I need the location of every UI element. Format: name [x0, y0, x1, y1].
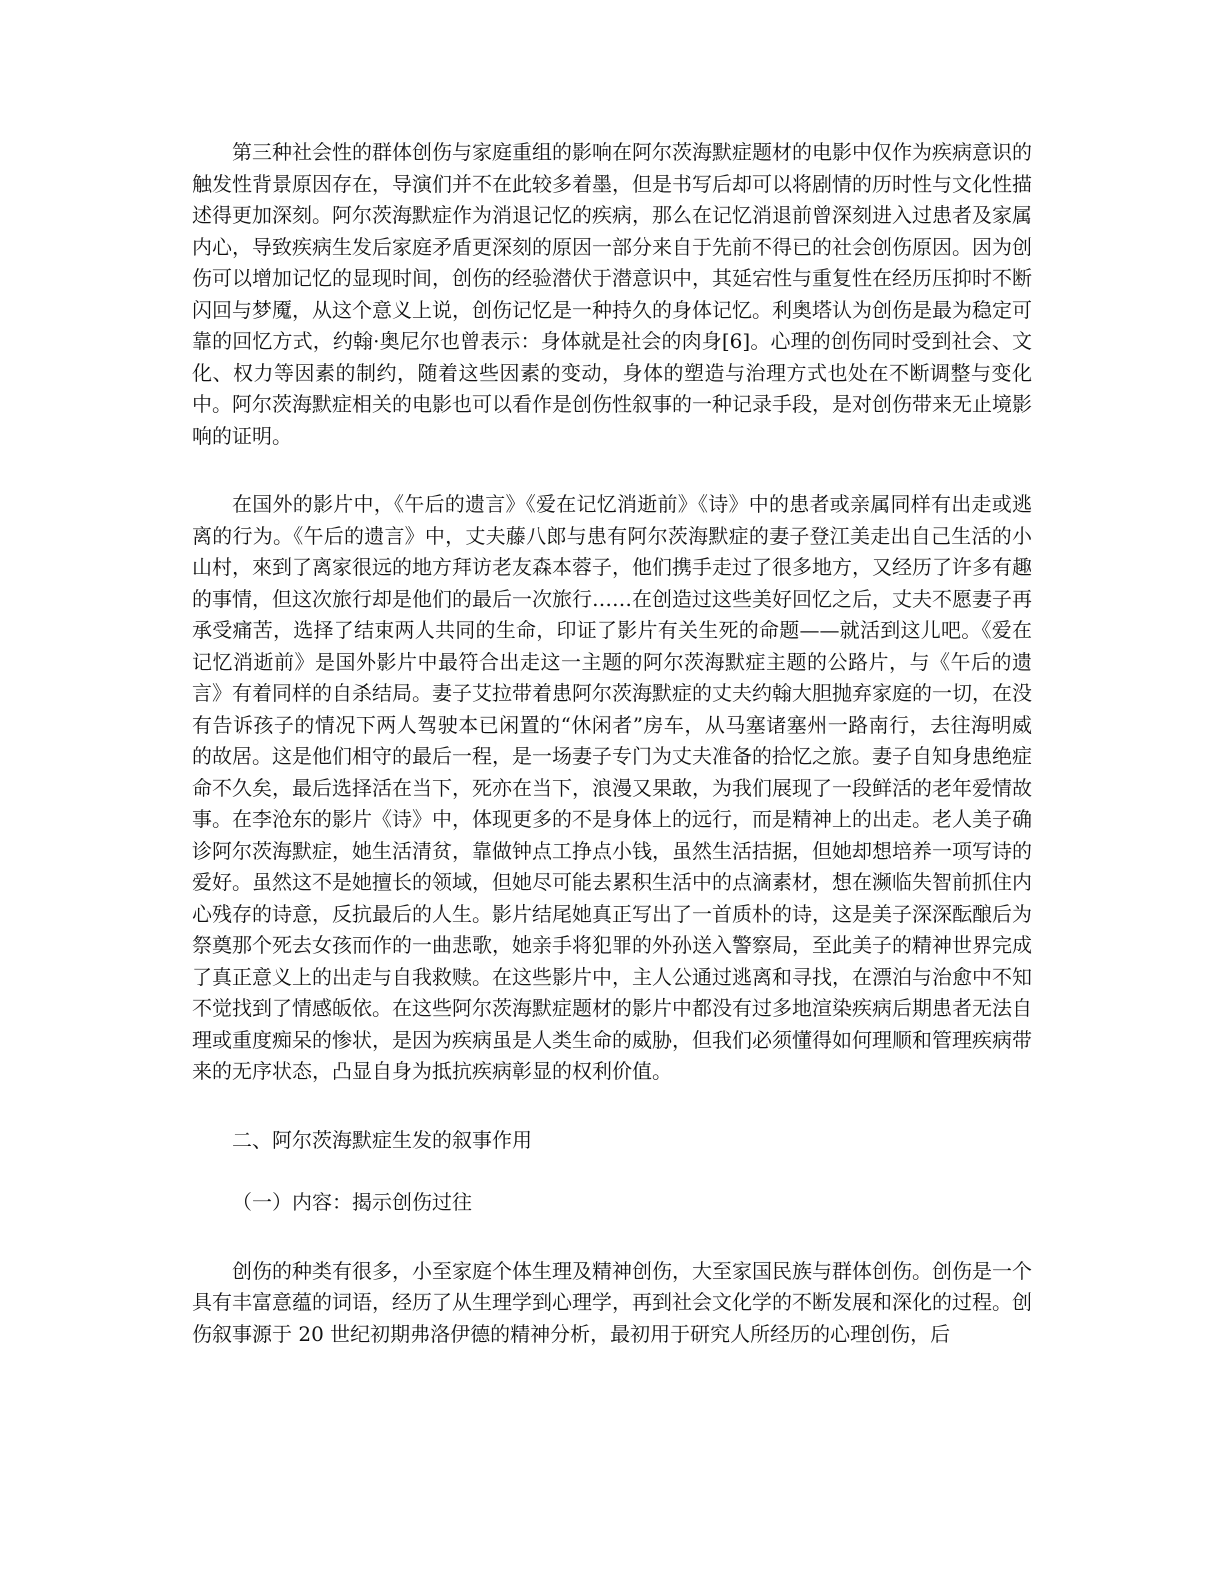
document-body — [192, 137, 1032, 1350]
body-paragraph-3: 创伤的种类有很多，小至家庭个体生理及精神创伤，大至家国民族与群体创伤。创伤是一个具有丰富意蕴的词语，经历了从生理学到心理学，再到社会文化学的不断发展和深化的过程。创伤叙事源于 20 世纪初期弗洛伊德的精神分析，最初用于研究人所经历的心理创伤，后 — [192, 1258, 1032, 1346]
section-heading: 二、阿尔茨海默症生发的叙事作用 — [232, 1127, 532, 1152]
body-paragraph-1: 第三种社会性的群体创伤与家庭重组的影响在阿尔茨海默症题材的电影中仅作为疾病意识的触发性背景原因存在，导演们并不在此较多着墨，但是书写后却可以将剧情的历时性与文化性描述得更加深刻。阿尔茨海默症作为消退记忆的疾病，那么在记忆消退前曾深刻进入过患者及家属内心，导致疾病生发后家庭矛盾更深刻的原因一部分来自于先前不得已的社会创伤原因。因为创伤可以增加记忆的显现时间，创伤的经验潜伏于潜意识中，其延宕性与重复性在经历压抑时不断闪回与梦魇，从这个意义上说，创伤记忆是一种持久的身体记忆。利奥塔认为创伤是最为稳定可靠的回忆方式，约翰·奥尼尔也曾表示：身体就是社会的肉身[6]。心理的创伤同时受到社会、文化、权力等因素的制约，随着这些因素的变动，身体的塑造与治理方式也处在不断调整与变化中。阿尔茨海默症相关的电影也可以看作是创伤性叙事的一种记录手段，是对创伤带来无止境影响的证明。 — [192, 140, 1032, 448]
body-paragraph-2: 在国外的影片中，《午后的遗言》《爱在记忆消逝前》《诗》中的患者或亲属同样有出走或逃离的行为。《午后的遗言》中，丈夫藤八郎与患有阿尔茨海默症的妻子登江美走出自己生活的小山村，來到了离家很远的地方拜访老友森本蓉子，他们携手走过了很多地方，又经历了许多有趣的事情，但这次旅行却是他们的最后一次旅行……在创造过这些美好回忆之后，丈夫不愿妻子再承受痛苦，选择了结束两人共同的生命，印证了影片有关生死的命题——就活到这儿吧。《爱在记忆消逝前》是国外影片中最符合出走这一主题的阿尔茨海默症主题的公路片，与《午后的遗言》有着同样的自杀结局。妻子艾拉带着患阿尔茨海默症的丈夫约翰大胆抛弃家庭的一切，在没有告诉孩子的情况下两人驾驶本已闲置的“休闲者”房车，从马塞诸塞州一路南行，去往海明威的故居。这是他们相守的最后一程，是一场妻子专门为丈夫准备的拾忆之旅。妻子自知身患绝症命不久矣，最后选择活在当下，死亦在当下，浪漫又果敢，为我们展现了一段鲜活的老年爱情故事。在李沧东的影片《诗》中，体现更多的不是身体上的远行，而是精神上的出走。老人美子确诊阿尔茨海默症，她生活清贫，靠做钟点工挣点小钱，虽然生活拮据，但她却想培养一项写诗的爱好。虽然这不是她擅长的领域，但她尽可能去累积生活中的点滴素材，想在濒临失智前抓住内心残存的诗意，反抗最后的人生。影片结尾她真正写出了一首质朴的诗，这是美子深深酝酿后为祭奠那个死去女孩而作的一曲悲歌，她亲手将犯罪的外孙送入警察局，至此美子的精神世界完成了真正意义上的出走与自我救赎。在这些影片中，主人公通过逃离和寻找，在漂泊与治愈中不知不觉找到了情感皈依。在这些阿尔茨海默症题材的影片中都没有过多地渲染疾病后期患者无法自理或重度痴呆的惨状，是因为疾病虽是人类生命的威胁，但我们必须懂得如何理顺和管理疾病带来的无序状态，凸显自身为抵抗疾病彰显的权利价值。 — [192, 492, 1032, 1083]
subsection-heading: （一）内容：揭示创伤过往 — [232, 1190, 472, 1214]
